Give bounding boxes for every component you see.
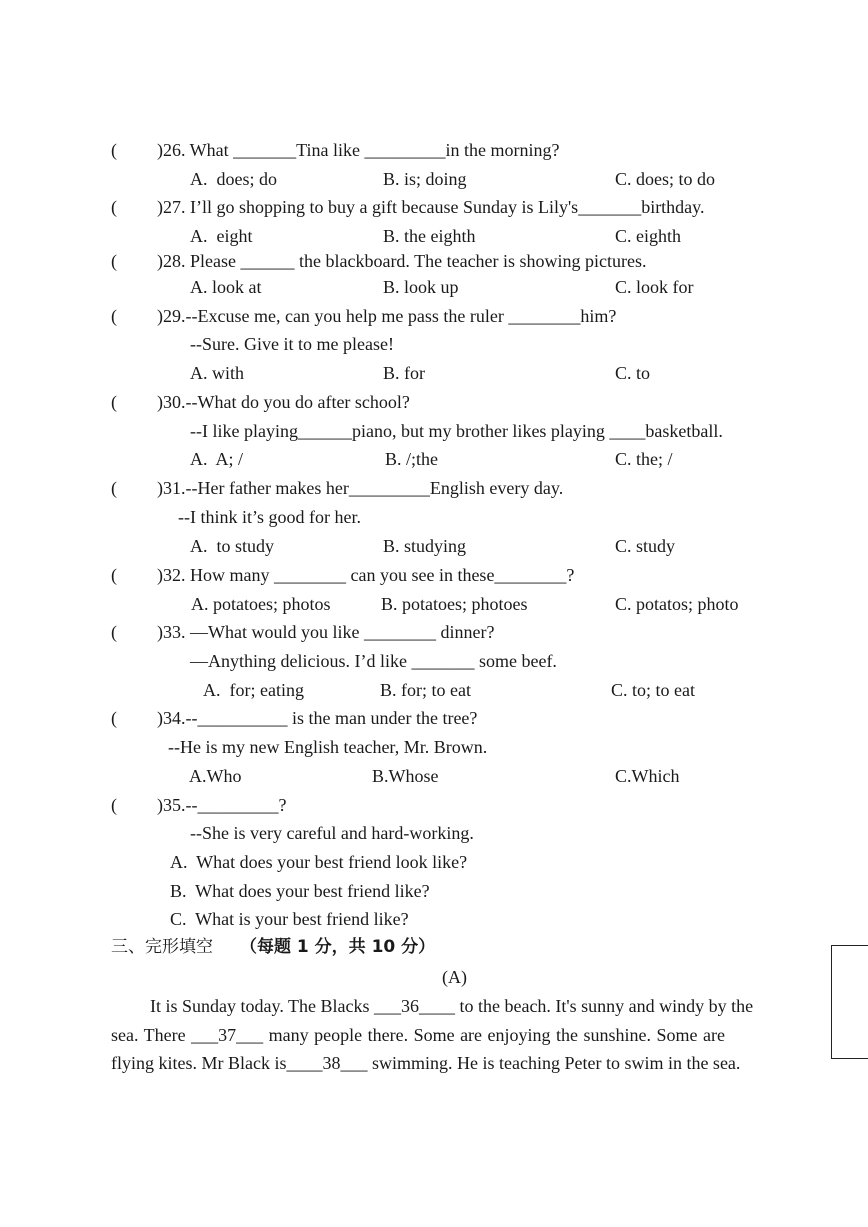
q30-option-b: B. /;the <box>385 449 438 469</box>
answer-paren: ( <box>111 251 117 271</box>
q27-option-c: C. eighth <box>615 226 681 246</box>
q33-option-a: A. for; eating <box>203 680 304 700</box>
question-28-stem: )28. Please ______ the blackboard. The teacher is showing pictures. <box>157 251 647 271</box>
answer-paren: ( <box>111 140 117 160</box>
q32-option-a: A. potatoes; photos <box>191 594 331 614</box>
answer-paren: ( <box>111 478 117 498</box>
answer-paren: ( <box>111 306 117 326</box>
q32-option-b: B. potatoes; photoes <box>381 594 528 614</box>
q28-option-a: A. look at <box>190 277 262 297</box>
q34-line2: --He is my new English teacher, Mr. Brown. <box>168 737 488 757</box>
question-31-stem: )31.--Her father makes her_________English every day. <box>157 478 564 498</box>
q33-option-b: B. for; to eat <box>380 680 471 700</box>
q26-option-b: B. is; doing <box>383 169 467 189</box>
q27-option-b: B. the eighth <box>383 226 476 246</box>
q26-option-c: C. does; to do <box>615 169 716 189</box>
q32-option-c: C. potatos; photo <box>615 594 739 614</box>
q35-option-a: A. What does your best friend look like? <box>170 852 468 872</box>
q29-option-a: A. with <box>190 363 244 383</box>
answer-paren: ( <box>111 795 117 815</box>
q33-option-c: C. to; to eat <box>611 680 695 700</box>
answer-paren: ( <box>111 708 117 728</box>
q33-line2: —Anything delicious. I’d like _______ some beef. <box>190 651 557 671</box>
q35-line2: --She is very careful and hard-working. <box>190 823 474 843</box>
q29-line2: --Sure. Give it to me please! <box>190 334 394 354</box>
section-heading: 三、完形填空 <box>111 937 213 957</box>
question-35-stem: )35.--_________? <box>157 795 287 815</box>
score-box <box>831 945 868 1059</box>
q34-option-b: B.Whose <box>372 766 439 786</box>
q31-line2: --I think it’s good for her. <box>178 507 361 527</box>
q28-option-c: C. look for <box>615 277 694 297</box>
q27-option-a: A. eight <box>190 226 253 246</box>
q35-option-b: B. What does your best friend like? <box>170 881 430 901</box>
q29-option-b: B. for <box>383 363 425 383</box>
question-26-stem: )26. What _______Tina like _________in the morning? <box>157 140 560 160</box>
q30-line2: --I like playing______piano, but my brother likes playing ____basketball. <box>190 421 723 441</box>
answer-paren: ( <box>111 622 117 642</box>
q34-option-a: A.Who <box>189 766 242 786</box>
answer-paren: ( <box>111 392 117 412</box>
passage-line-3: flying kites. Mr Black is____38___ swimming. He is teaching Peter to swim in the sea. <box>111 1053 741 1073</box>
question-32-stem: )32. How many ________ can you see in these________? <box>157 565 575 585</box>
q30-option-a: A. A; / <box>190 449 244 469</box>
question-33-stem: )33. —What would you like ________ dinner? <box>157 622 495 642</box>
passage-label: (A) <box>442 967 467 987</box>
passage-line-1: It is Sunday today. The Blacks ___36____ to the beach. It's sunny and windy by the <box>150 996 754 1016</box>
q29-option-c: C. to <box>615 363 651 383</box>
q31-option-b: B. studying <box>383 536 467 556</box>
q35-option-c: C. What is your best friend like? <box>170 909 409 929</box>
question-30-stem: )30.--What do you do after school? <box>157 392 410 412</box>
question-27-stem: )27. I’ll go shopping to buy a gift because Sunday is Lily's_______birthday. <box>157 197 705 217</box>
section-score-note: （每题 1 分，共 10 分） <box>240 937 436 957</box>
answer-paren: ( <box>111 197 117 217</box>
question-29-stem: )29.--Excuse me, can you help me pass the ruler ________him? <box>157 306 617 326</box>
passage-line-2: sea. There ___37___ many people there. Some are enjoying the sunshine. Some are <box>111 1025 725 1045</box>
q34-option-c: C.Which <box>615 766 680 786</box>
q30-option-c: C. the; / <box>615 449 673 469</box>
q28-option-b: B. look up <box>383 277 459 297</box>
question-34-stem: )34.--__________ is the man under the tree? <box>157 708 478 728</box>
answer-paren: ( <box>111 565 117 585</box>
q31-option-c: C. study <box>615 536 676 556</box>
q26-option-a: A. does; do <box>190 169 277 189</box>
q31-option-a: A. to study <box>190 536 275 556</box>
